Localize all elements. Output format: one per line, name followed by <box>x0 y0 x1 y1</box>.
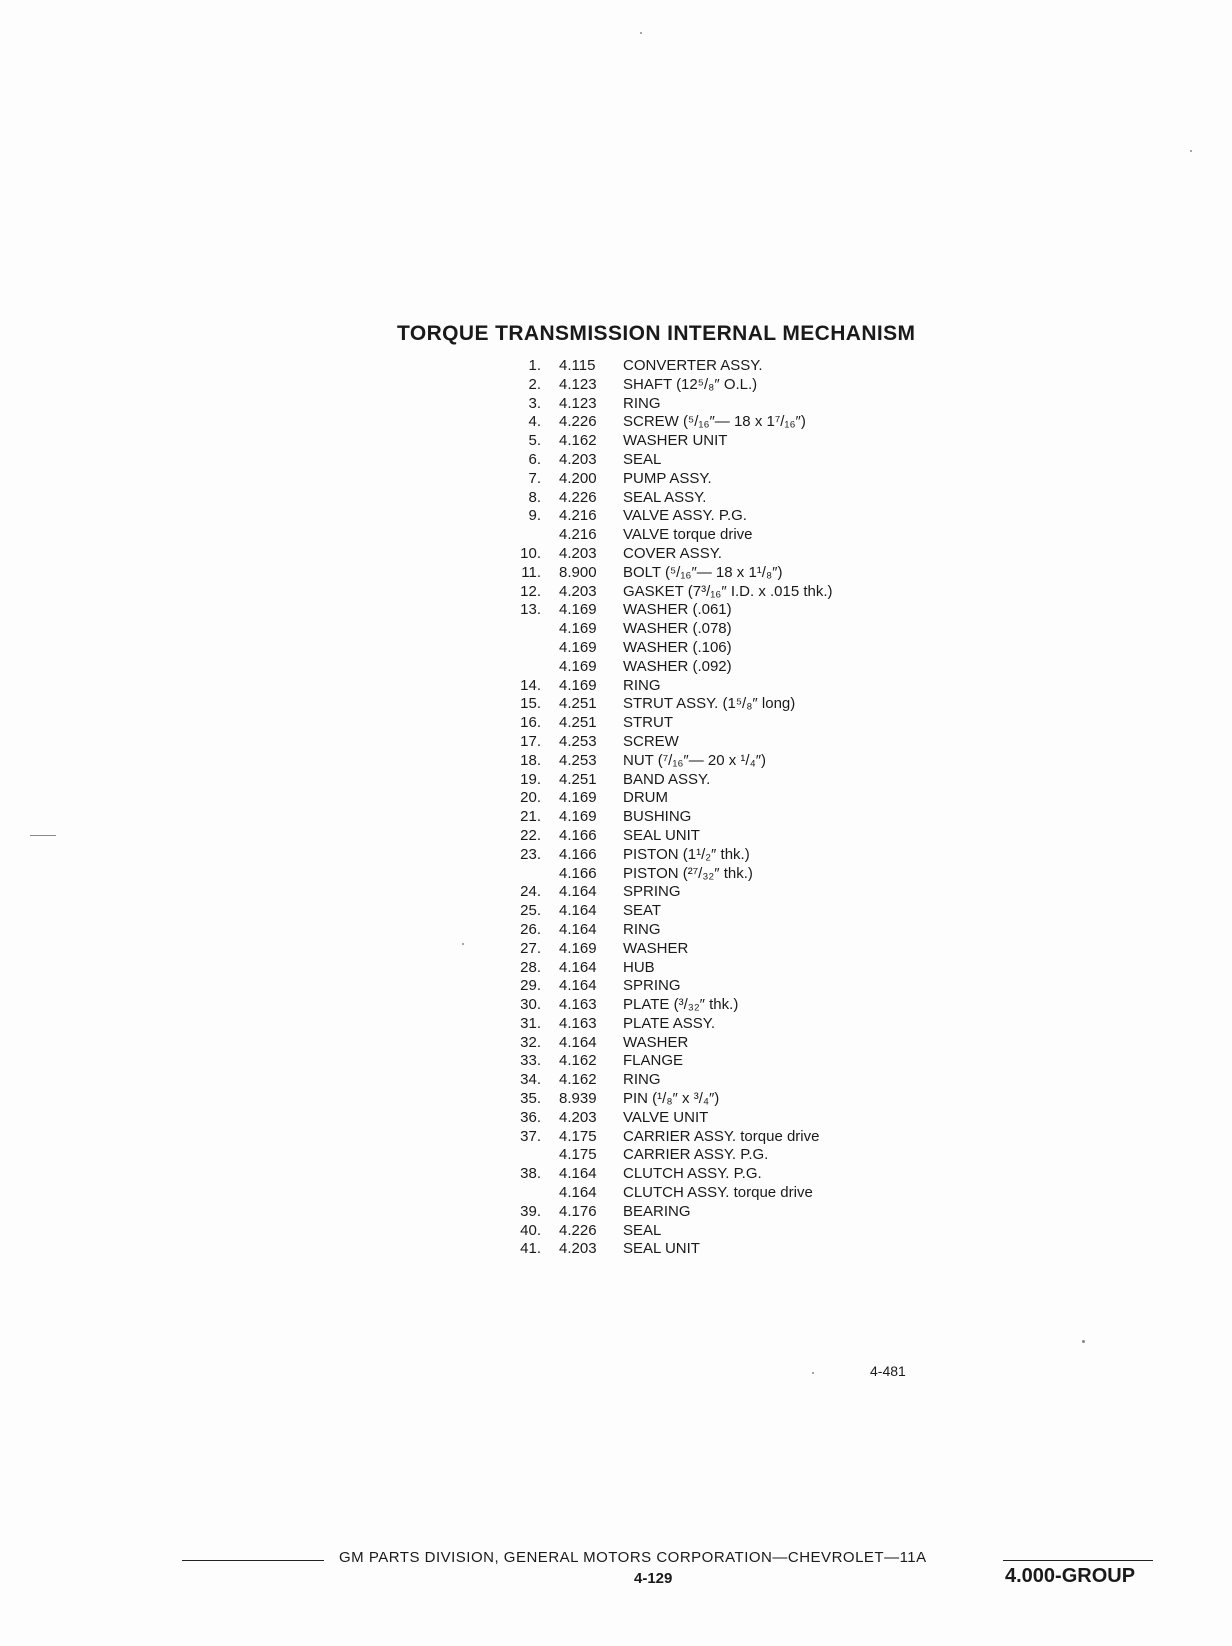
parts-list <box>505 357 833 1259</box>
part-number: 24. <box>520 883 541 901</box>
part-description: WASHER (.092) <box>623 657 732 675</box>
part-group-number: 4.226 <box>559 488 597 506</box>
part-row <box>505 582 833 602</box>
part-group-number: 4.123 <box>559 375 597 393</box>
part-number: 27. <box>520 939 541 957</box>
part-row <box>505 676 661 696</box>
part-row <box>505 883 681 902</box>
part-group-number: 4.251 <box>559 770 597 788</box>
part-row <box>505 714 673 733</box>
part-number: 40. <box>520 1221 541 1239</box>
part-group-number: 4.163 <box>559 1014 597 1032</box>
part-row <box>505 1184 813 1203</box>
part-row <box>505 939 689 959</box>
part-group-number: 4.164 <box>559 883 597 901</box>
part-description: CLUTCH ASSY. torque drive <box>623 1184 813 1202</box>
part-description: COVER ASSY. <box>623 544 722 562</box>
part-row <box>505 789 668 808</box>
part-row <box>505 751 767 771</box>
part-description: DRUM <box>623 789 668 807</box>
part-description: SCREW (⁵/₁₆″— 18 x 1⁷/₁₆″) <box>623 413 806 431</box>
part-group-number: 4.251 <box>559 695 597 713</box>
part-group-number: 4.251 <box>559 714 597 732</box>
part-group-number: 4.175 <box>559 1127 597 1145</box>
part-description: SEAL UNIT <box>623 826 700 844</box>
part-description: SEAL ASSY. <box>623 488 707 506</box>
part-number: 23. <box>520 845 541 863</box>
part-row <box>505 1202 691 1222</box>
part-description: WASHER UNIT <box>623 432 728 450</box>
part-group-number: 4.216 <box>559 507 597 525</box>
footer-rule-left <box>182 1560 324 1561</box>
part-number: 22. <box>520 826 541 844</box>
part-description: NUT (⁷/₁₆″— 20 x ¹/₄″) <box>623 751 767 769</box>
part-row <box>505 375 758 395</box>
part-group-number: 4.253 <box>559 751 597 769</box>
part-description: SEAT <box>623 902 662 920</box>
part-number: 26. <box>520 920 541 938</box>
part-description: PLATE ASSY. <box>623 1014 715 1032</box>
part-description: VALVE ASSY. P.G. <box>623 507 747 525</box>
part-description: WASHER (.106) <box>623 638 732 656</box>
part-number: 37. <box>520 1127 541 1145</box>
part-number: 13. <box>520 601 541 619</box>
part-description: SEAL UNIT <box>623 1240 700 1258</box>
part-description: STRUT <box>623 714 673 732</box>
part-row <box>505 526 753 545</box>
part-number: 25. <box>520 902 541 920</box>
part-number: 18. <box>520 751 541 769</box>
part-description: SPRING <box>623 977 681 995</box>
part-description: PUMP ASSY. <box>623 469 712 487</box>
part-number: 16. <box>520 714 541 732</box>
part-group-number: 4.163 <box>559 996 597 1014</box>
part-number: 10. <box>520 544 541 562</box>
part-group-number: 4.175 <box>559 1146 597 1164</box>
part-row <box>505 996 739 1015</box>
part-group-number: 4.203 <box>559 582 597 600</box>
part-description: PISTON (1¹/₂″ thk.) <box>623 845 750 863</box>
part-number: 7. <box>528 469 541 487</box>
part-description: BOLT (⁵/₁₆″— 18 x 1¹/₈″) <box>623 563 783 581</box>
part-number: 35. <box>520 1090 541 1108</box>
part-number: 4. <box>528 413 541 431</box>
part-row <box>505 507 747 526</box>
part-group-number: 4.164 <box>559 902 597 920</box>
footer-page-number: 4-129 <box>634 1570 673 1587</box>
part-group-number: 4.169 <box>559 808 597 826</box>
part-description: BEARING <box>623 1202 691 1220</box>
part-group-number: 4.166 <box>559 845 597 863</box>
part-group-number: 4.164 <box>559 1184 597 1202</box>
part-description: RING <box>623 394 661 412</box>
part-number: 15. <box>520 695 541 713</box>
part-group-number: 4.169 <box>559 657 597 675</box>
part-row <box>505 977 681 996</box>
part-description: CARRIER ASSY. torque drive <box>623 1127 820 1145</box>
part-description: PISTON (²⁷/₃₂″ thk.) <box>623 864 753 882</box>
part-row <box>505 469 712 489</box>
part-row <box>505 958 655 978</box>
part-description: VALVE torque drive <box>623 526 753 544</box>
scan-speck <box>462 943 464 945</box>
part-description: SPRING <box>623 883 681 901</box>
part-row <box>505 394 661 414</box>
part-group-number: 4.166 <box>559 864 597 882</box>
part-number: 9. <box>528 507 541 525</box>
part-number: 20. <box>520 789 541 807</box>
part-row <box>505 1146 769 1165</box>
part-group-number: 4.169 <box>559 789 597 807</box>
part-number: 2. <box>528 375 541 393</box>
part-number: 31. <box>520 1014 541 1032</box>
part-group-number: 4.164 <box>559 1033 597 1051</box>
part-description: WASHER (.061) <box>623 601 732 619</box>
part-group-number: 4.169 <box>559 939 597 957</box>
part-row <box>505 1127 820 1147</box>
part-number: 12. <box>520 582 541 600</box>
part-group-number: 4.226 <box>559 413 597 431</box>
part-row <box>505 732 679 752</box>
part-group-number: 4.216 <box>559 526 597 544</box>
part-number: 5. <box>528 432 541 450</box>
part-row <box>505 638 732 658</box>
part-description: BAND ASSY. <box>623 770 711 788</box>
part-number: 32. <box>520 1033 541 1051</box>
part-group-number: 4.169 <box>559 601 597 619</box>
part-description: HUB <box>623 958 655 976</box>
part-row <box>505 902 662 921</box>
part-row <box>505 1221 662 1241</box>
part-number: 33. <box>520 1052 541 1070</box>
part-description: RING <box>623 920 661 938</box>
part-number: 21. <box>520 808 541 826</box>
part-group-number: 4.203 <box>559 1108 597 1126</box>
part-description: SCREW <box>623 732 679 750</box>
part-description: SHAFT (12⁵/₈″ O.L.) <box>623 375 758 393</box>
part-description: BUSHING <box>623 808 692 826</box>
part-description: SEAL <box>623 450 662 468</box>
part-group-number: 4.253 <box>559 732 597 750</box>
part-row <box>505 1033 689 1053</box>
part-row <box>505 544 722 564</box>
part-group-number: 4.176 <box>559 1202 597 1220</box>
part-group-number: 4.164 <box>559 977 597 995</box>
part-row <box>505 1014 715 1034</box>
page-title: TORQUE TRANSMISSION INTERNAL MECHANISM <box>397 322 916 345</box>
part-number: 8. <box>528 488 541 506</box>
part-group-number: 4.162 <box>559 432 597 450</box>
part-number: 34. <box>520 1071 541 1089</box>
part-number: 14. <box>520 676 541 694</box>
part-number: 36. <box>520 1108 541 1126</box>
footer-publisher: GM PARTS DIVISION, GENERAL MOTORS CORPORATION—CHEVROLET—11A <box>339 1549 927 1566</box>
part-description: SEAL <box>623 1221 662 1239</box>
part-group-number: 4.203 <box>559 1240 597 1258</box>
part-row <box>505 864 753 884</box>
part-row <box>505 770 711 790</box>
part-number: 41. <box>520 1240 541 1258</box>
part-number: 6. <box>528 450 541 468</box>
part-group-number: 4.115 <box>559 357 596 374</box>
part-row <box>505 826 700 846</box>
part-row <box>505 432 728 451</box>
part-number: 30. <box>520 996 541 1014</box>
scan-speck <box>812 1372 814 1374</box>
part-number: 1. <box>528 357 541 374</box>
scan-speck <box>640 32 642 34</box>
part-description: CONVERTER ASSY. <box>623 357 763 374</box>
part-description: WASHER (.078) <box>623 620 732 638</box>
part-row <box>505 563 783 583</box>
part-group-number: 4.203 <box>559 544 597 562</box>
part-description: FLANGE <box>623 1052 684 1070</box>
part-group-number: 4.169 <box>559 676 597 694</box>
part-number: 39. <box>520 1202 541 1220</box>
part-row <box>505 1165 762 1184</box>
page-reference: 4-481 <box>870 1363 906 1379</box>
part-row <box>505 657 732 677</box>
part-group-number: 4.123 <box>559 394 597 412</box>
scan-speck <box>1082 1340 1085 1343</box>
part-description: CLUTCH ASSY. P.G. <box>623 1165 762 1183</box>
part-row <box>505 808 692 827</box>
part-row <box>505 357 763 376</box>
part-row <box>505 920 661 940</box>
part-row <box>505 413 806 432</box>
part-description: RING <box>623 676 661 694</box>
part-group-number: 4.203 <box>559 450 597 468</box>
part-row <box>505 1108 709 1128</box>
part-description: WASHER <box>623 1033 689 1051</box>
part-row <box>505 488 707 508</box>
part-row <box>505 620 732 639</box>
part-group-number: 4.169 <box>559 620 597 638</box>
part-row <box>505 1090 720 1109</box>
part-group-number: 4.226 <box>559 1221 597 1239</box>
part-row <box>505 1052 684 1071</box>
part-group-number: 4.164 <box>559 1165 597 1183</box>
part-description: WASHER <box>623 939 689 957</box>
part-row <box>505 601 732 620</box>
footer-group-label: 4.000-GROUP <box>1005 1565 1136 1587</box>
part-group-number: 8.900 <box>559 563 597 581</box>
part-description: RING <box>623 1071 661 1089</box>
part-row <box>505 450 662 470</box>
part-row <box>505 695 796 714</box>
part-row <box>505 1071 661 1090</box>
part-number: 38. <box>520 1165 541 1183</box>
part-number: 17. <box>520 732 541 750</box>
part-group-number: 8.939 <box>559 1090 597 1108</box>
part-description: PLATE (³/₃₂″ thk.) <box>623 996 739 1014</box>
part-number: 19. <box>520 770 541 788</box>
part-group-number: 4.162 <box>559 1071 597 1089</box>
part-group-number: 4.200 <box>559 469 597 487</box>
part-number: 3. <box>528 394 541 412</box>
part-group-number: 4.164 <box>559 958 597 976</box>
part-description: VALVE UNIT <box>623 1108 709 1126</box>
part-description: GASKET (7³/₁₆″ I.D. x .015 thk.) <box>623 582 833 600</box>
scan-speck <box>30 835 56 836</box>
part-group-number: 4.166 <box>559 826 597 844</box>
part-number: 28. <box>520 958 541 976</box>
part-group-number: 4.164 <box>559 920 597 938</box>
scan-speck <box>1190 150 1192 152</box>
part-description: CARRIER ASSY. P.G. <box>623 1146 769 1164</box>
part-number: 29. <box>520 977 541 995</box>
part-number: 11. <box>521 563 541 581</box>
footer-rule-right <box>1003 1560 1153 1561</box>
part-description: PIN (¹/₈″ x ³/₄″) <box>623 1090 720 1108</box>
part-group-number: 4.162 <box>559 1052 597 1070</box>
part-row <box>505 1240 700 1259</box>
part-row <box>505 845 750 865</box>
part-description: STRUT ASSY. (1⁵/₈″ long) <box>623 695 796 713</box>
part-group-number: 4.169 <box>559 638 597 656</box>
